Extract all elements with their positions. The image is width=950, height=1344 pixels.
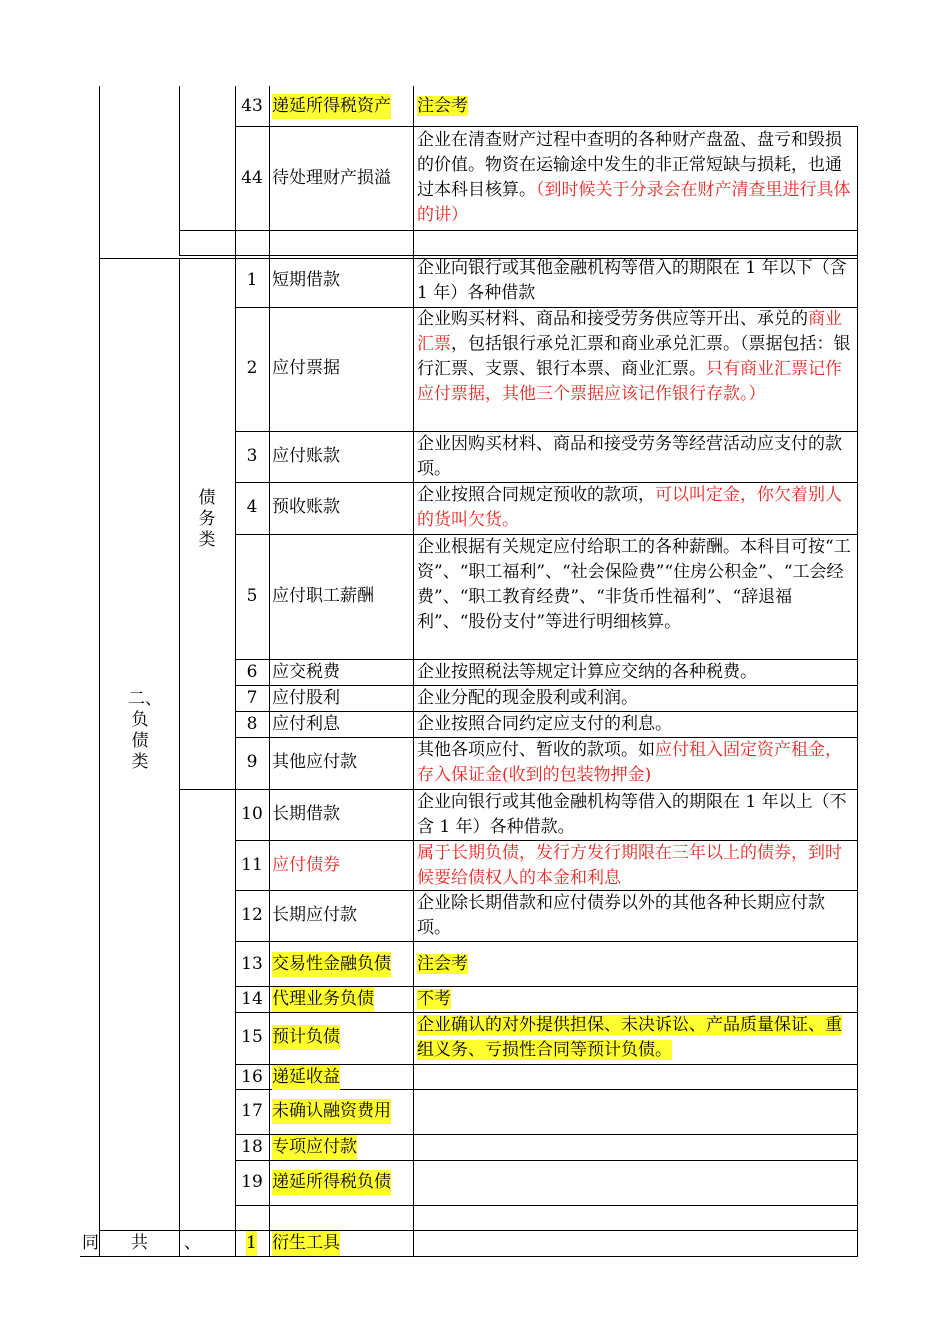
grid-vline (413, 86, 414, 1256)
account-name: 代理业务负债 (272, 987, 374, 1012)
account-name: 衍生工具 (272, 1231, 340, 1256)
category-label: 二、负债类 (128, 689, 162, 772)
account-description (417, 841, 858, 891)
account-description (417, 891, 858, 941)
description-segment: （到时候关于分录会在财产清查里进行具体的讲） (417, 180, 851, 225)
grid-hline (235, 1205, 858, 1206)
description-segment: 不考 (417, 989, 451, 1009)
account-description (417, 535, 858, 635)
account-name: 其他应付款 (272, 752, 357, 772)
grid-hline (235, 126, 858, 127)
account-name: 未确认融资费用 (272, 1099, 391, 1124)
description-segment: 企业按照税法等规定计算应交纳的各种税费。 (417, 662, 757, 682)
description-segment: 企业购买材料、商品和接受劳务供应等开出、承兑的 (417, 309, 808, 329)
grid-hline (235, 941, 858, 942)
row-number: 7 (246, 688, 258, 708)
description-segment: 应付租入固定资产租金，存入保证金(收到的包装物押金) (417, 740, 842, 785)
account-description (417, 432, 858, 482)
account-description (417, 952, 858, 977)
account-description (417, 1013, 858, 1063)
account-name: 待处理财产损溢 (272, 168, 391, 188)
row-number: 6 (246, 662, 258, 682)
row-number: 12 (241, 905, 263, 925)
description-segment: ，包括银行承兑汇票和商业承兑汇票。（票据包括：银行汇票、支票、银行本票、商业汇票。 (417, 334, 851, 379)
description-segment: 企业按照合同规定预收的款项， (417, 485, 655, 505)
account-name: 长期应付款 (272, 905, 357, 925)
row-number: 10 (241, 804, 263, 824)
description-segment: 企业按照合同约定应支付的利息。 (417, 714, 672, 734)
account-name: 交易性金融负债 (272, 952, 391, 977)
account-name: 专项应付款 (272, 1135, 357, 1160)
description-segment: 企业向银行或其他金融机构等借入的期限在 1 年以下（含 1 年）各种借款 (417, 258, 847, 303)
grid-vline (179, 259, 180, 1257)
row-number: 1 (246, 270, 258, 290)
row-number: 15 (241, 1027, 263, 1047)
account-name: 应付股利 (272, 688, 340, 708)
account-name: 递延所得税资产 (272, 94, 391, 119)
grid-hline (235, 1160, 858, 1161)
account-name: 短期借款 (272, 270, 340, 290)
grid-hline (179, 230, 858, 231)
row-number: 43 (241, 96, 263, 116)
account-description (417, 94, 858, 119)
subcategory-label: 债务类 (198, 488, 216, 550)
account-name: 递延所得税负债 (272, 1170, 391, 1195)
row-number: 1 (246, 1231, 257, 1256)
account-description (417, 483, 858, 533)
row-number: 19 (241, 1172, 263, 1192)
account-name: 应交税费 (272, 662, 340, 682)
account-description (417, 256, 858, 306)
description-segment: 注会考 (417, 954, 468, 974)
account-name: 应付票据 (272, 358, 340, 378)
row-number: 13 (241, 954, 263, 974)
row-number: 11 (241, 855, 263, 875)
section-label-char: 共 (131, 1233, 148, 1253)
grid-hline (80, 1256, 858, 1257)
row-number: 17 (241, 1101, 263, 1121)
description-segment: 商业汇票 (417, 309, 842, 354)
account-name: 应付利息 (272, 714, 340, 734)
account-name: 应付债券 (272, 855, 340, 875)
row-number: 8 (246, 714, 258, 734)
account-description (417, 307, 858, 407)
row-number: 16 (241, 1067, 263, 1087)
account-description (417, 712, 858, 737)
description-segment: 企业根据有关规定应付给职工的各种薪酬。本科目可按“工资”、“职工福利”、“社会保险费”“住房公积金”、“工会经费”、“职工教育经费”、“非货币性福利”、“辞退福利”、“股份支付”等进行明细核算。 (417, 537, 851, 632)
row-number: 3 (246, 446, 258, 466)
description-segment: 企业向银行或其他金融机构等借入的期限在 1 年以上（不含 1 年）各种借款。 (417, 792, 847, 837)
section-label-char: 、 (184, 1233, 201, 1253)
row-number: 5 (246, 586, 258, 606)
description-segment: 企业确认的对外提供担保、未决诉讼、产品质量保证、重组义务、亏损性合同等预计负债。 (417, 1015, 842, 1060)
grid-hline (99, 1230, 858, 1231)
account-description (417, 686, 858, 711)
description-segment: 可以叫定金，你欠着别人的货叫欠货。 (417, 485, 842, 530)
description-segment: 属于长期负债，发行方发行期限在三年以上的债券，到时候要给债权人的本金和利息 (417, 843, 842, 888)
row-number: 14 (241, 989, 263, 1009)
account-name: 应付账款 (272, 446, 340, 466)
account-description (417, 790, 858, 840)
account-description (417, 128, 858, 228)
row-number: 44 (241, 168, 263, 188)
description-segment: 企业除长期借款和应付债券以外的其他各种长期应付款项。 (417, 893, 825, 938)
description-segment: 其他各项应付、暂收的款项。如 (417, 740, 655, 760)
row-number: 18 (241, 1137, 263, 1157)
account-description (417, 738, 858, 788)
row-number: 4 (246, 497, 258, 517)
description-segment: 注会考 (417, 96, 468, 116)
description-segment: 企业在清查财产过程中查明的各种财产盘盈、盘亏和毁损的价值。物资在运输途中发生的非正常短缺与损耗，也通过本科目核算。 (417, 130, 842, 200)
description-segment: 企业因购买材料、商品和接受劳务等经营活动应支付的款项。 (417, 434, 842, 479)
grid-vline (269, 86, 270, 1256)
row-number: 9 (246, 752, 258, 772)
account-name: 预计负债 (272, 1025, 340, 1050)
grid-vline (99, 86, 100, 1256)
row-number: 2 (246, 358, 258, 378)
grid-vline (235, 86, 236, 1256)
account-description (417, 660, 858, 685)
account-name: 应付职工薪酬 (272, 586, 374, 606)
account-name: 递延收益 (272, 1065, 340, 1090)
description-segment: 只有商业汇票记作应付票据，其他三个票据应该记作银行存款。） (417, 359, 842, 404)
section-label-char: 同 (82, 1233, 99, 1253)
account-description (417, 987, 858, 1012)
account-name: 长期借款 (272, 804, 340, 824)
description-segment: 企业分配的现金股利或利润。 (417, 688, 638, 708)
account-name: 预收账款 (272, 497, 340, 517)
